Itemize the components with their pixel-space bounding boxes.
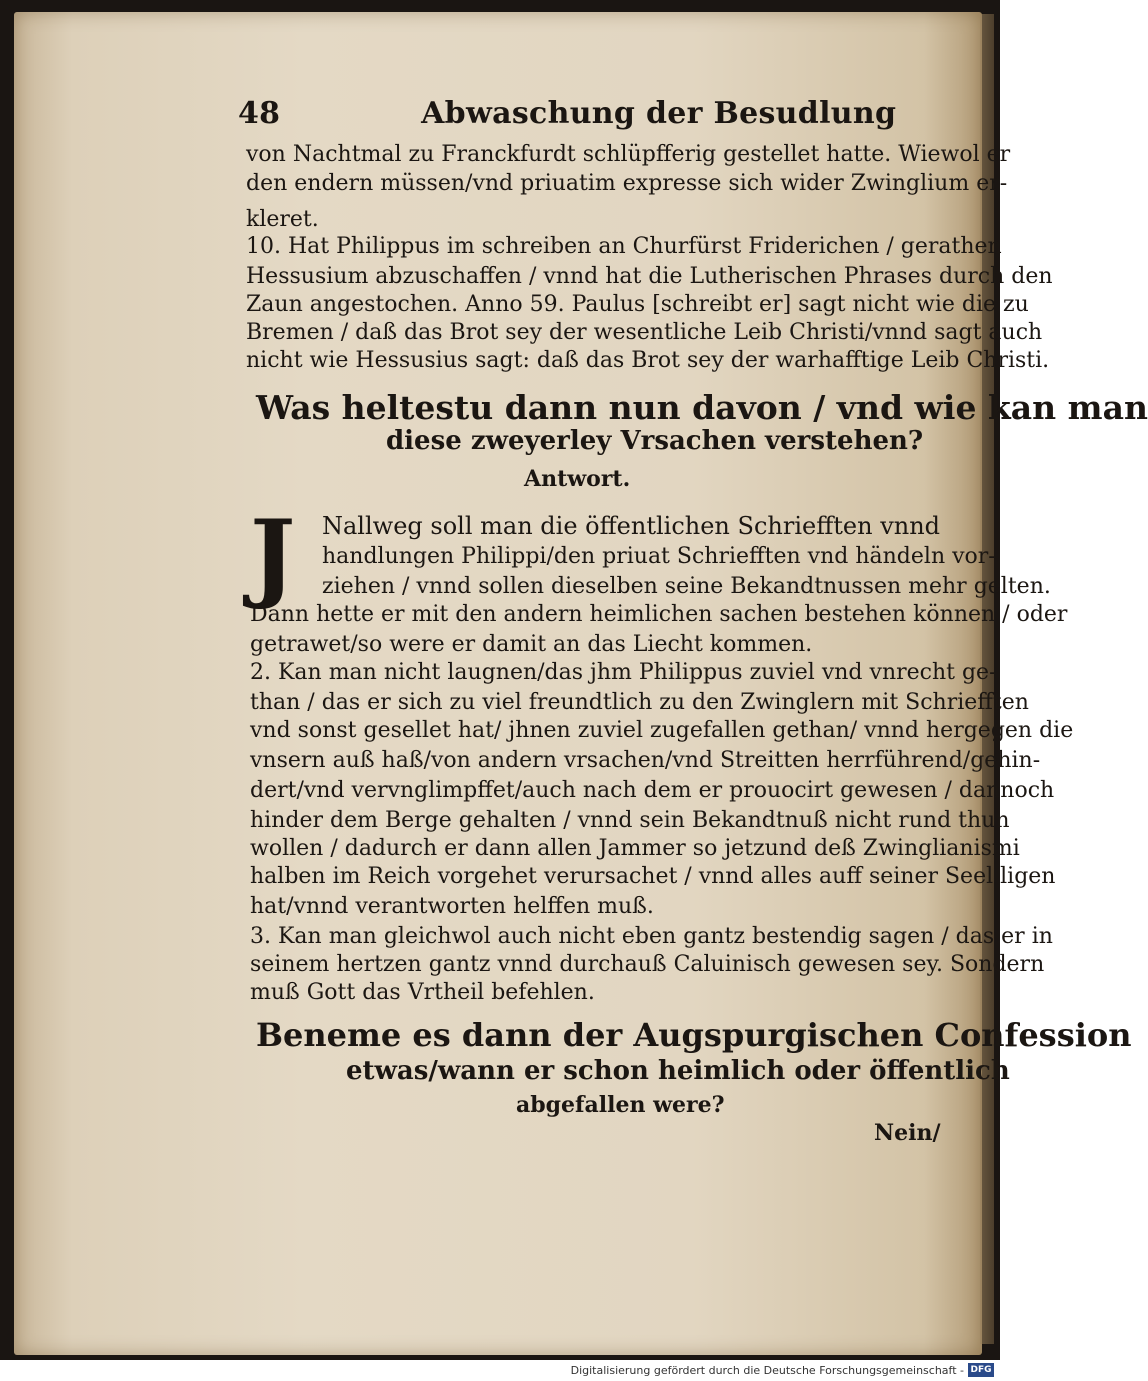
text-line: nicht wie Hessusius sagt: daß das Brot sey der warhafftige Leib Christi. [246,348,1050,373]
text-line: Dann hette er mit den andern heimlichen sachen bestehen können / oder [250,602,1068,627]
text-line: muß Gott das Vrtheil befehlen. [250,980,595,1005]
text-line: halben im Reich vorgehet verursachet / vnnd alles auff seiner Seel ligen [250,864,1056,889]
running-header [238,96,896,131]
text-line: vnd sonst gesellet hat/ jhnen zuviel zugefallen gethan/ vnnd hergegen die [250,718,1074,743]
digitization-credit: Digitalisierung gefördert durch die Deutsche Forschungsgemeinschaft - [570,1364,964,1377]
section-heading: Was heltestu dann nun davon / vnd wie kan man [256,388,1148,427]
text-line: 2. Kan man nicht laugnen/das jhm Philippus zuviel vnd vnrecht ge- [250,660,997,685]
text-line: vnsern auß haß/von andern vrsachen/vnd Streitten herrführend/gehin- [250,748,1041,773]
running-title: Abwaschung der Besudlung [421,96,897,131]
text-line: handlungen Philippi/den priuat Schriefften vnd händeln vor- [322,544,996,569]
page-number: 48 [238,96,281,131]
text-line: Zaun angestochen. Anno 59. Paulus [schreibt er] sagt nicht wie die zu [246,292,1029,317]
decorated-initial: J [250,499,296,612]
text-line: Nallweg soll man die öffentlichen Schriefften vnnd [322,512,941,540]
section-heading-line: etwas/wann er schon heimlich oder öffentlich [346,1056,1010,1086]
text-line: seinem hertzen gantz vnnd durchauß Caluinisch gewesen sey. Sondern [250,952,1045,977]
text-line: den endern müssen/vnd priuatim expresse sich wider Zwinglium er- [246,171,1008,196]
text-line: von Nachtmal zu Franckfurdt schlüpfferig gestellet hatte. Wiewol er [246,142,1011,167]
text-line: Bremen / daß das Brot sey der wesentliche Leib Christi/vnnd sagt auch [246,320,1043,345]
text-line: Hessusium abzuschaffen / vnnd hat die Lutherischen Phrases durch den [246,264,1053,289]
text-line: 3. Kan man gleichwol auch nicht eben gantz bestendig sagen / das er in [250,924,1053,949]
text-line: 10. Hat Philippus im schreiben an Churfürst Friderichen / gerathen [246,234,1002,259]
section-heading-line: abgefallen were? [516,1092,725,1118]
text-line: than / das er sich zu viel freundtlich zu den Zwinglern mit Schriefften [250,690,1029,715]
text-line: dert/vnd vervnglimpffet/auch nach dem er prouocirt gewesen / dannoch [250,778,1055,803]
catchword: Nein/ [874,1120,941,1146]
text-line: ziehen / vnnd sollen dieselben seine Bekandtnussen mehr gelten. [322,574,1051,599]
text-line: getrawet/so were er damit an das Liecht kommen. [250,632,813,657]
answer-label: Antwort. [524,466,631,492]
text-line: hinder dem Berge gehalten / vnnd sein Bekandtnuß nicht rund thun [250,808,1010,833]
section-heading-line: diese zweyerley Vrsachen verstehen? [386,426,924,456]
section-heading: Beneme es dann der Augspurgischen Confession [256,1016,1132,1054]
text-line: kleret. [246,207,319,232]
dfg-logo: DFG [968,1363,994,1377]
text-line: hat/vnnd verantworten helffen muß. [250,894,654,919]
text-line: wollen / dadurch er dann allen Jammer so jetzund deß Zwinglianismi [250,836,1020,861]
